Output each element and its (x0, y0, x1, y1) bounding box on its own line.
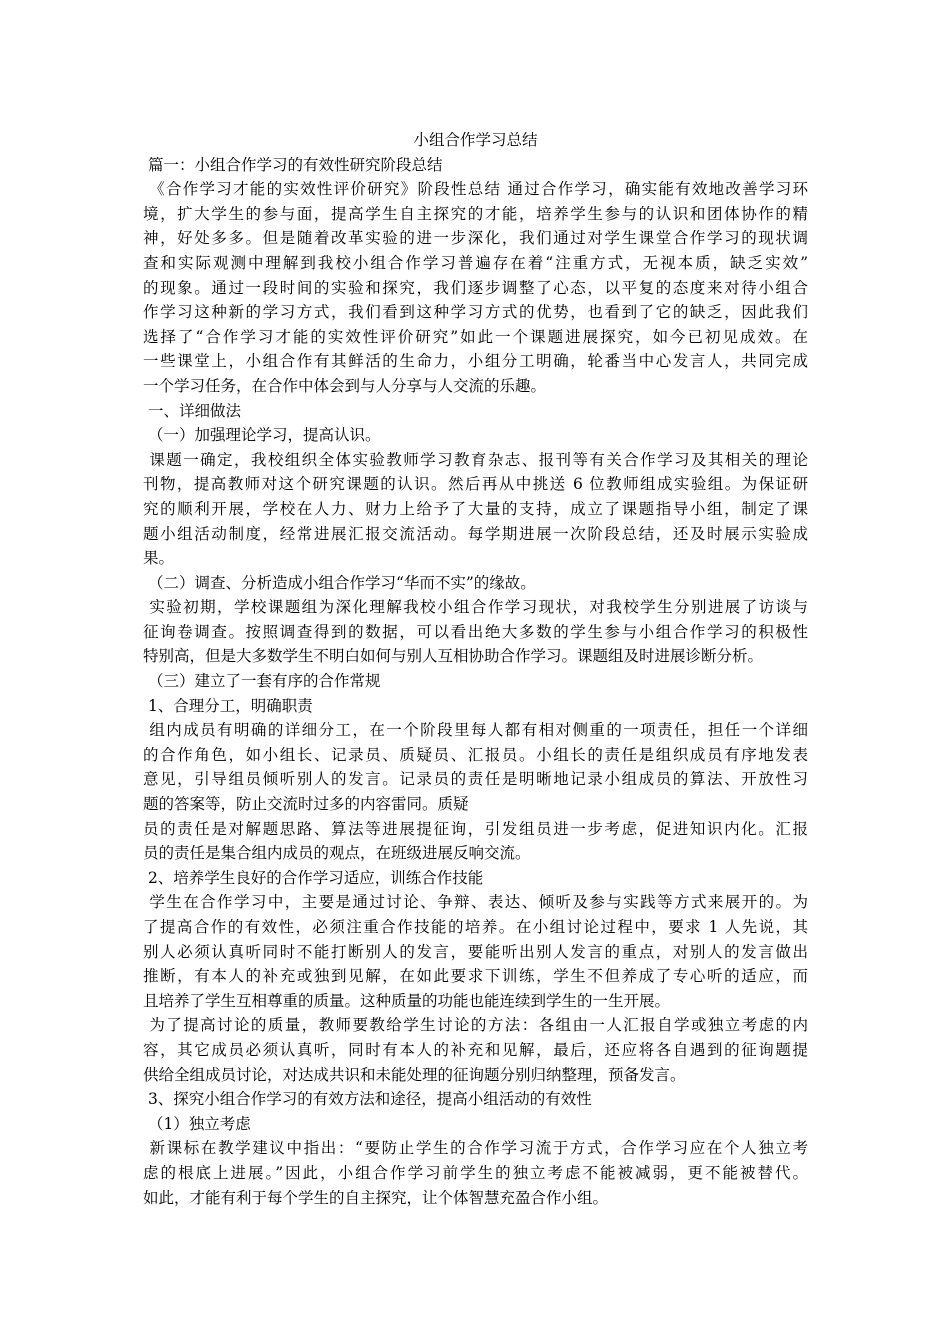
text-line: 一、详细做法 (143, 401, 241, 420)
text-line: 容，其它成员必须认真听，同时有本人的补充和见解，最后，还应将各自遇到的征询题提 (143, 1040, 808, 1059)
text-line: 且培养了学生互相尊重的质量。这种质量的功能也能连续到学生的一生开展。 (143, 991, 671, 1010)
text-line: 意见，引导组员倾听别人的发言。记录员的责任是明晰地记录小组成员的算法、开放性习 (143, 770, 808, 789)
text-line: （三）建立了一套有序的合作常规 (143, 672, 381, 691)
text-line: 课题一确定，我校组织全体实验教师学习教育杂志、报刊等有关合作学习及其相关的理论 (143, 450, 808, 469)
text-line: 别人必须认真听同时不能打断别人的发言，要能听出别人发言的重点，对别人的发言做出 (143, 942, 808, 961)
text-line: （二）调查、分析造成小组合作学习“华而不实”的缘故。 (143, 573, 536, 592)
text-line: 员的责任是集合组内成员的观点，在班级进展反响交流。 (143, 844, 531, 863)
text-line: 一些课堂上，小组合作有其鲜活的生命力，小组分工明确，轮番当中心发言人，共同完成 (143, 352, 808, 371)
text-line: 境，扩大学生的参与面，提高学生自主探究的才能，培养学生参与的认识和团体协作的精 (143, 204, 808, 223)
text-line: 学生在合作学习中，主要是通过讨论、争辩、表达、倾听及参与实践等方式来展开的。为 (143, 893, 808, 912)
text-line: 供给全组成员讨论，对达成共识和未能处理的征询题分别归纳整理，预备发言。 (143, 1065, 686, 1084)
text-line: 篇一：小组合作学习的有效性研究阶段总结 (143, 155, 443, 174)
text-line: （一）加强理论学习，提高认识。 (143, 426, 381, 445)
text-line: 选择了“合作学习才能的实效性评价研究”如此一个课题进展探究，如今已初见成效。在 (143, 327, 808, 346)
text-line: 实验初期，学校课题组为深化理解我校小组合作学习现状，对我校学生分别进展了访谈与 (143, 598, 808, 617)
text-line: 征询卷调查。按照调查得到的数据，可以看出绝大多数的学生参与小组合作学习的积极性 (143, 622, 808, 641)
text-line: 特别高，但是大多数学生不明白如何与别人互相协助合作学习。课题组及时进展诊断分析。 (143, 647, 764, 666)
text-line: 如此，才能有利于每个学生的自主探究，让个体智慧充盈合作小组。 (143, 1188, 609, 1207)
document-text (143, 153, 808, 1211)
text-line: 的合作角色，如小组长、记录员、质疑员、汇报员。小组长的责任是组织成员有序地发表 (143, 745, 808, 764)
document-body (143, 128, 808, 1210)
text-line: 为了提高讨论的质量，教师要教给学生讨论的方法：各组由一人汇报自学或独立考虑的内 (143, 1016, 808, 1035)
text-line: 题的答案等，防止交流时过多的内容雷同。质疑 (143, 795, 469, 814)
text-line: 神，好处多多。但是随着改革实验的进一步深化，我们通过对学生课堂合作学习的现状调 (143, 229, 808, 248)
text-line: 新课标在教学建议中指出：“要防止学生的合作学习流于方式，合作学习应在个人独立考 (143, 1139, 808, 1158)
text-line: 题小组活动制度，经常进展汇报交流活动。每学期进展一次阶段总结，还及时展示实验成 (143, 524, 808, 543)
text-line: 了提高合作的有效性，必须注重合作技能的培养。在小组讨论过程中，要求 1 人先说，其 (143, 918, 808, 936)
text-line: 2、培养学生良好的合作学习适应，训练合作技能 (143, 868, 484, 887)
text-line: 作学习这种新的学习方式，我们看到这种学习方式的优势，也看到了它的缺乏，因此我们 (143, 303, 808, 322)
text-line: 虑的根底上进展。”因此，小组合作学习前学生的独立考虑不能被减弱，更不能被替代。 (143, 1163, 808, 1182)
text-line: 1、合理分工，明确职责 (143, 696, 313, 715)
text-line: 的现象。通过一段时间的实验和探究，我们逐步调整了心态，以平复的态度来对待小组合 (143, 278, 808, 297)
text-line: 《合作学习才能的实效性评价研究》阶段性总结 通过合作学习，确实能有效地改善学习环 (143, 180, 808, 199)
text-line: 推断，有本人的补充或独到见解，在如此要求下训练，学生不但养成了专心听的适应，而 (143, 967, 808, 986)
text-line: 果。 (143, 549, 175, 568)
text-line: 刊物，提高教师对这个研究课题的认识。然后再从中挑送 6 位教师组成实验组。为保证研 (143, 475, 808, 494)
text-line: 组内成员有明确的详细分工，在一个阶段里每人都有相对侧重的一项责任，担任一个详细 (143, 721, 808, 740)
text-line: 一个学习任务，在合作中体会到与人分享与人交流的乐趣。 (143, 376, 547, 395)
text-line: 员的责任是对解题思路、算法等进展提征询，引发组员进一步考虑，促进知识内化。汇报 (143, 819, 808, 838)
text-line: 3、探究小组合作学习的有效方法和途径，提高小组活动的有效性 (143, 1090, 592, 1109)
text-line: 究的顺利开展，学校在人力、财力上给予了大量的支持，成立了课题指导小组，制定了课 (143, 499, 808, 518)
text-line: 查和实际观测中理解到我校小组合作学习普遍存在着“注重方式，无视本质，缺乏实效” (143, 253, 808, 272)
text-line: （1）独立考虑 (143, 1114, 251, 1133)
document-title: 小组合作学习总结 (413, 131, 538, 149)
